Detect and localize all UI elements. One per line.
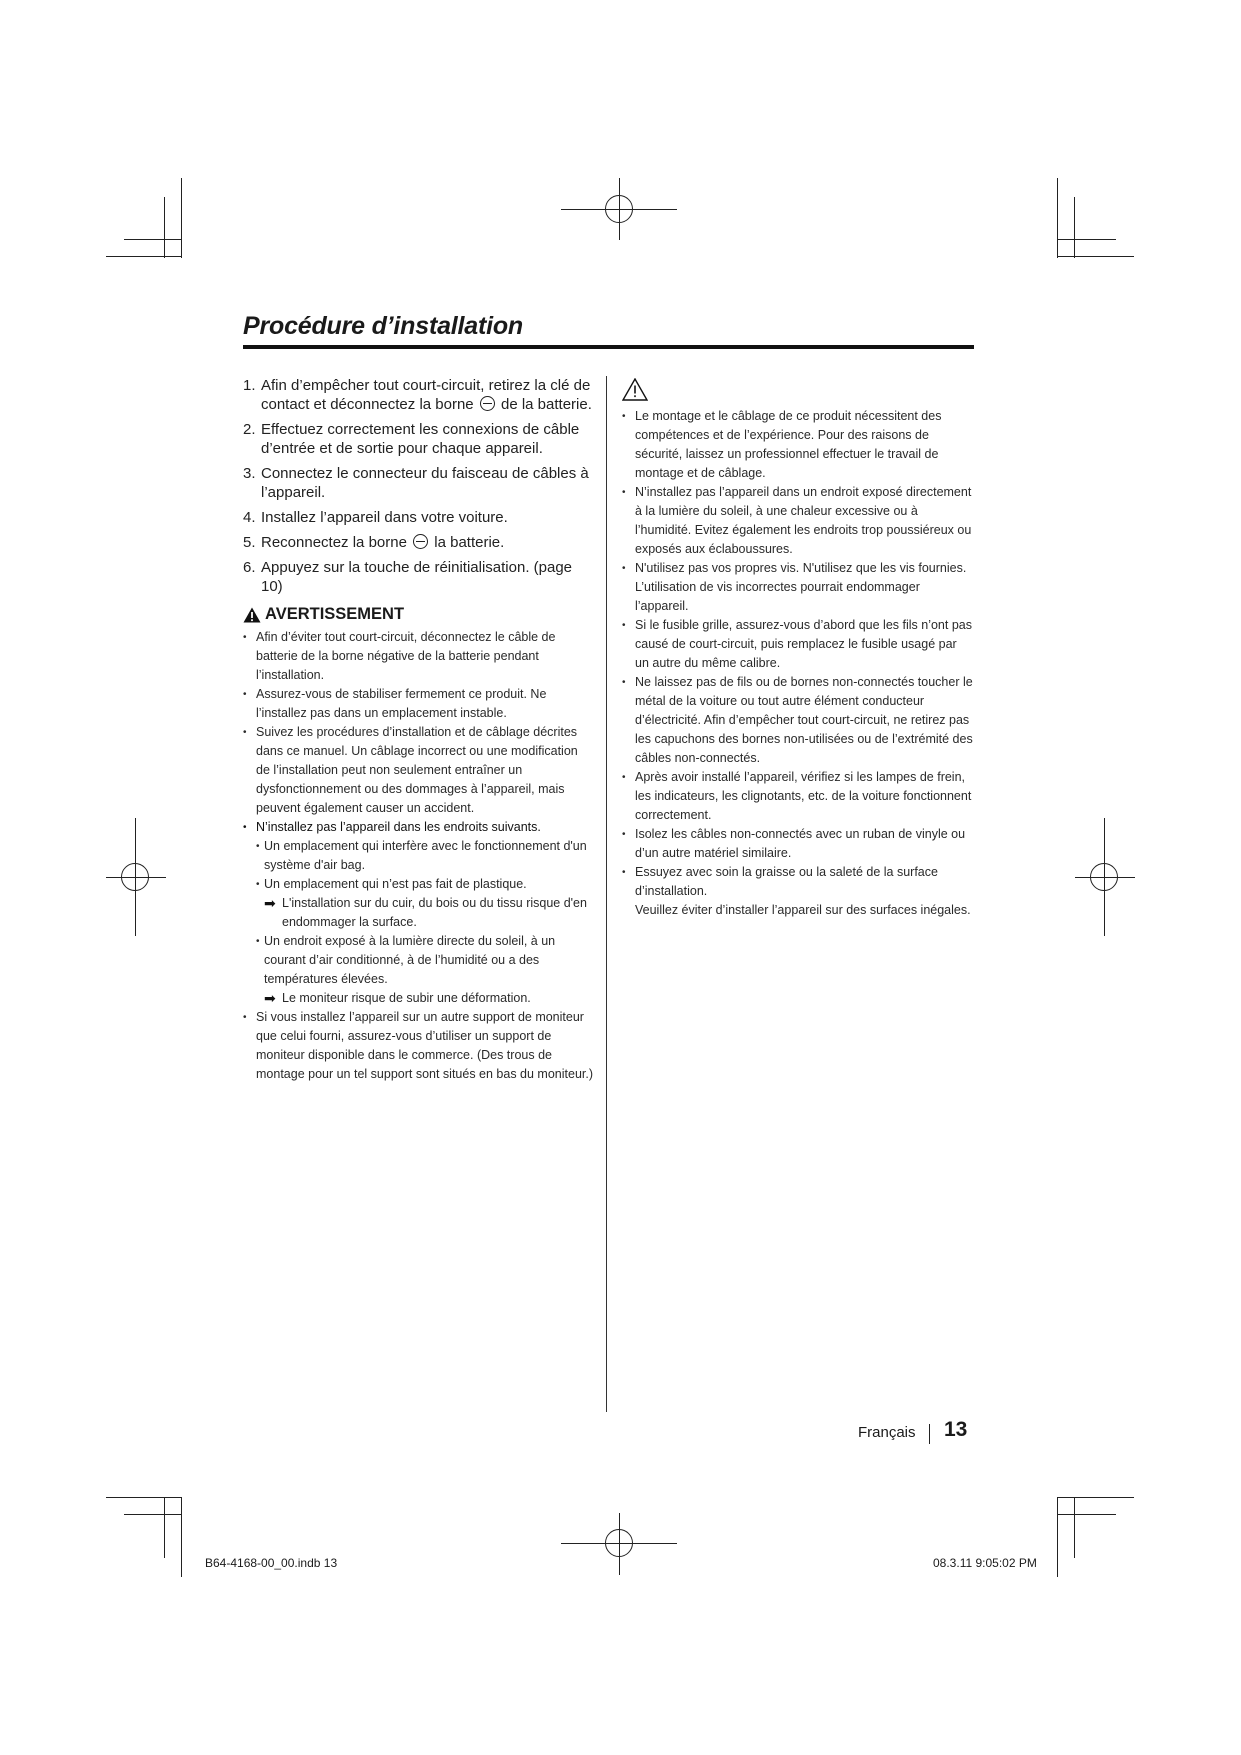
caution-triangle-icon: [622, 378, 648, 401]
list-item: • Un emplacement qui n’est pas fait de plastique. ➡ L'installation sur du cuir, du bois ou du tissu risque d'en endommager la surface.: [256, 875, 593, 932]
step-item: 2. Effectuez correctement les connexions de câble d’entrée et de sortie pour chaque appareil.: [243, 421, 580, 457]
list-item: • Afin d’éviter tout court-circuit, déconnectez le câble de batterie de la borne négative de la batterie pendant l’installation.: [243, 628, 593, 685]
installation-steps: [243, 376, 593, 596]
list-item: • Si vous installez l’appareil sur un autre support de moniteur que celui fourni, assurez-vous d’utiliser un support de moniteur disponible dans le commerce. (Des trous de montage pour un tel support sont situés en bas du moniteur.): [243, 1008, 593, 1084]
warning-heading: AVERTISSEMENT: [243, 605, 593, 624]
warning-list: [243, 628, 593, 1084]
column-divider: [606, 376, 607, 1412]
list-item: • Si le fusible grille, assurez-vous d’abord que les fils n’ont pas causé de court-circuit, puis remplacez le fusible usagé par un autre du même calibre.: [622, 616, 974, 673]
print-slug-file: B64-4168-00_00.indb 13: [205, 1556, 338, 1570]
list-item: • N’installez pas l’appareil dans les endroits suivants. • Un emplacement qui interfère avec le fonctionnement d'un système d'air bag. • Un emplacement qui n’est pas fait de plastique. ➡ L'installation sur du cuir, du bois ou du tissu risque d'en endommager la surface. • Un endroit exposé à la lumière directe du soleil, à un courant d’air conditionné, à de l’humidité ou a des températures élevées. ➡ Le moniteur risque de subir une déformation.: [243, 818, 593, 1008]
list-item: • Suivez les procédures d’installation et de câblage décrites dans ce manuel. Un câblage incorrect ou une modification de l’installation peut non seulement entraîner un dysfonctionnement ou des dommages à l’appareil, mais peuvent également causer un accident.: [243, 723, 593, 818]
list-item: • Un endroit exposé à la lumière directe du soleil, à un courant d’air conditionné, à de l’humidité ou a des températures élevées. ➡ Le moniteur risque de subir une déformation.: [256, 932, 593, 1008]
arrow-right-icon: ➡: [264, 895, 276, 911]
arrow-right-icon: ➡: [264, 990, 276, 1006]
consequence-note: ➡ L'installation sur du cuir, du bois ou du tissu risque d'en endommager la surface.: [264, 895, 587, 929]
caution-list: [622, 407, 974, 901]
list-item: • N'utilisez pas vos propres vis. N'utilisez que les vis fournies. L’utilisation de vis incorrectes pourrait endommager l’appareil.: [622, 559, 974, 616]
list-item: • Le montage et le câblage de ce produit nécessitent des compétences et de l’expérience. Pour des raisons de sécurité, laissez un professionnel effectuer le travail de montage et de câblage.: [622, 407, 974, 483]
negative-terminal-icon: [480, 396, 495, 411]
title-rule: [243, 345, 974, 349]
step-item: 5. Reconnectez la borne la batterie.: [243, 534, 505, 551]
list-item: • Ne laissez pas de fils ou de bornes non-connectés toucher le métal de la voiture ou tout autre élément conducteur d’électricité. Afin d’empêcher tout court-circuit, ne retirez pas les capuchons des bornes non-utilisées ou de l’extrémité des câbles non-connectés.: [622, 673, 974, 768]
footer-language: Français: [858, 1424, 916, 1441]
list-item: • N’installez pas l’appareil dans un endroit exposé directement à la lumière du soleil, à une chaleur excessive ou à l’humidité. Evitez également les endroits trop poussiéreux ou exposés aux éclaboussures.: [622, 483, 974, 559]
right-column: [622, 376, 974, 920]
list-item: • Assurez-vous de stabiliser fermement ce produit. Ne l’installez pas dans un emplacement instable.: [243, 685, 593, 723]
step-item: 4. Installez l’appareil dans votre voiture.: [243, 509, 508, 526]
list-item: • Après avoir installé l’appareil, vérifiez si les lampes de frein, les indicateurs, les clignotants, etc. de la voiture fonctionnent correctement.: [622, 768, 974, 825]
locations-list: [256, 837, 593, 1008]
print-slug-datetime: 08.3.11 9:05:02 PM: [933, 1556, 1037, 1570]
left-column: [243, 376, 593, 1084]
step-item: 6. Appuyez sur la touche de réinitialisation. (page 10): [243, 559, 573, 595]
list-item: • Un emplacement qui interfère avec le fonctionnement d'un système d'air bag.: [256, 837, 593, 875]
step-item: 1. Afin d’empêcher tout court-circuit, retirez la clé de contact et déconnectez la borne de la batterie.: [243, 377, 592, 413]
footer-separator: [929, 1424, 930, 1444]
consequence-note: ➡ Le moniteur risque de subir une déformation.: [264, 990, 531, 1006]
list-item: • Essuyez avec soin la graisse ou la saleté de la surface d’installation.: [622, 863, 974, 901]
step-item: 3. Connectez le connecteur du faisceau de câbles à l’appareil.: [243, 465, 589, 501]
list-item: • Isolez les câbles non-connectés avec un ruban de vinyle ou d’un autre matériel similaire.: [622, 825, 974, 863]
surface-note: Veuillez éviter d’installer l’appareil sur des surfaces inégales.: [635, 903, 971, 917]
negative-terminal-icon: [413, 534, 428, 549]
page-number: 13: [944, 1418, 968, 1441]
page-title: Procédure d’installation: [243, 312, 523, 340]
warning-triangle-icon: [243, 607, 261, 623]
